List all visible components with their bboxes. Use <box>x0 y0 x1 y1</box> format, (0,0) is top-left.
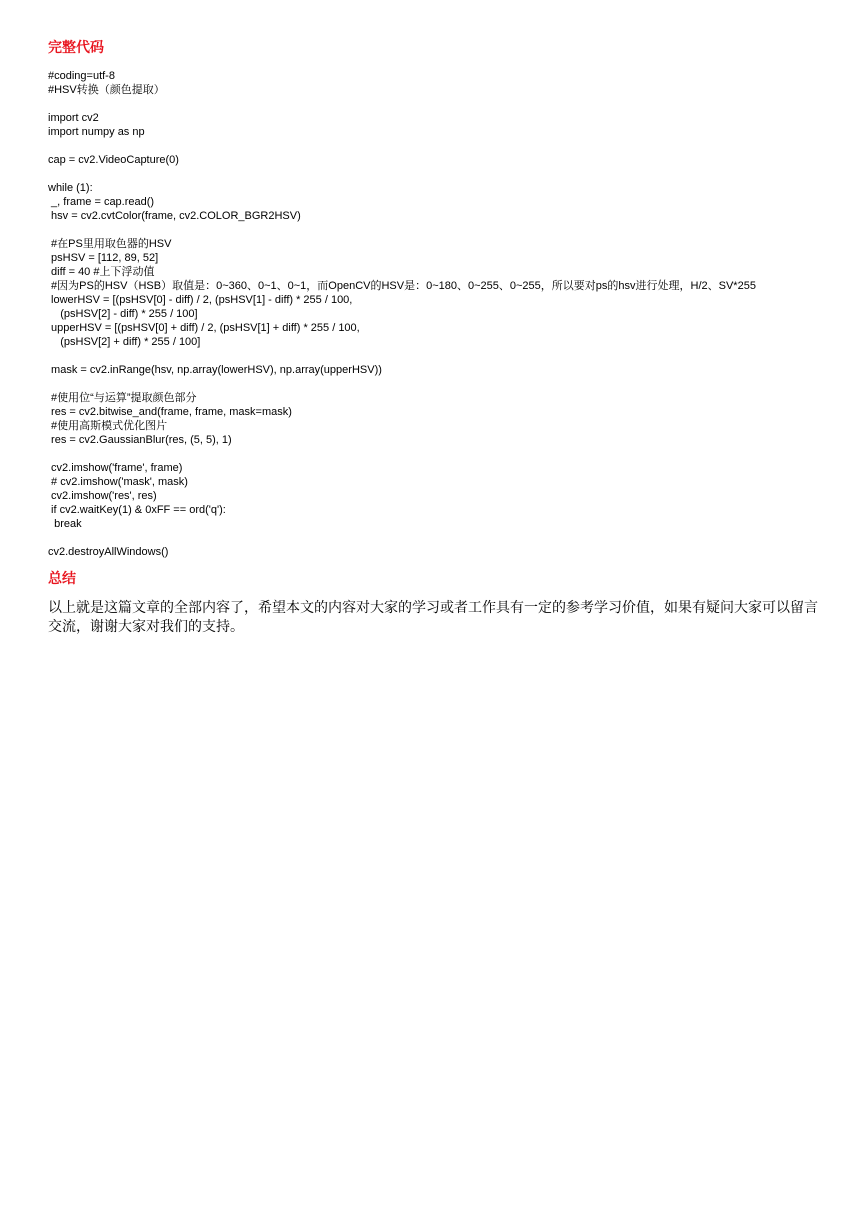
code-line <box>48 349 828 363</box>
code-line: #HSV转换（颜色提取） <box>48 84 165 96</box>
code-line <box>48 139 828 153</box>
code-block <box>48 69 828 559</box>
code-line: _, frame = cap.read() <box>48 196 155 208</box>
code-line <box>48 447 828 461</box>
code-line: cv2.imshow('frame', frame) <box>48 462 183 474</box>
code-line: cap = cv2.VideoCapture(0) <box>48 154 179 166</box>
summary-paragraph: 以上就是这篇文章的全部内容了，希望本文的内容对大家的学习或者工作具有一定的参考学习价值，如果有疑问大家可以留言交流，谢谢大家对我们的支持。 <box>48 599 818 634</box>
code-line: #在PS里用取色器的HSV <box>48 238 172 250</box>
code-line <box>48 531 828 545</box>
code-line: import numpy as np <box>48 126 145 138</box>
code-line: # cv2.imshow('mask', mask) <box>48 476 188 488</box>
code-section-heading: 完整代码 <box>48 39 104 55</box>
code-line: (psHSV[2] + diff) * 255 / 100] <box>48 336 201 348</box>
code-line: if cv2.waitKey(1) & 0xFF == ord('q'): <box>48 504 226 516</box>
code-line: #使用高斯模式优化图片 <box>48 420 168 432</box>
code-line: upperHSV = [(psHSV[0] + diff) / 2, (psHSV[1] + diff) * 255 / 100, <box>48 322 360 334</box>
code-line: #因为PS的HSV（HSB）取值是：0~360、0~1、0~1，而OpenCV的HSV是：0~180、0~255、0~255，所以要对ps的hsv进行处理，H/2、SV*255 <box>48 280 756 292</box>
code-line <box>48 167 828 181</box>
code-line: cv2.imshow('res', res) <box>48 490 157 502</box>
code-line: res = cv2.GaussianBlur(res, (5, 5), 1) <box>48 434 232 446</box>
code-line: #使用位“与运算”提取颜色部分 <box>48 392 197 404</box>
code-line <box>48 97 828 111</box>
code-line <box>48 223 828 237</box>
code-line: break <box>48 518 82 530</box>
code-line: hsv = cv2.cvtColor(frame, cv2.COLOR_BGR2HSV) <box>48 210 301 222</box>
code-line: (psHSV[2] - diff) * 255 / 100] <box>48 308 198 320</box>
code-line: psHSV = [112, 89, 52] <box>48 252 159 264</box>
summary-section-heading: 总结 <box>48 570 76 586</box>
article-page <box>48 36 828 650</box>
code-line: lowerHSV = [(psHSV[0] - diff) / 2, (psHSV[1] - diff) * 255 / 100, <box>48 294 353 306</box>
code-line: cv2.destroyAllWindows() <box>48 546 169 558</box>
code-line: mask = cv2.inRange(hsv, np.array(lowerHSV), np.array(upperHSV)) <box>48 364 382 376</box>
code-line: while (1): <box>48 182 93 194</box>
code-line: diff = 40 #上下浮动值 <box>48 266 155 278</box>
code-line: import cv2 <box>48 112 99 124</box>
code-line: res = cv2.bitwise_and(frame, frame, mask=mask) <box>48 406 292 418</box>
code-line: #coding=utf-8 <box>48 70 115 82</box>
code-line <box>48 377 828 391</box>
